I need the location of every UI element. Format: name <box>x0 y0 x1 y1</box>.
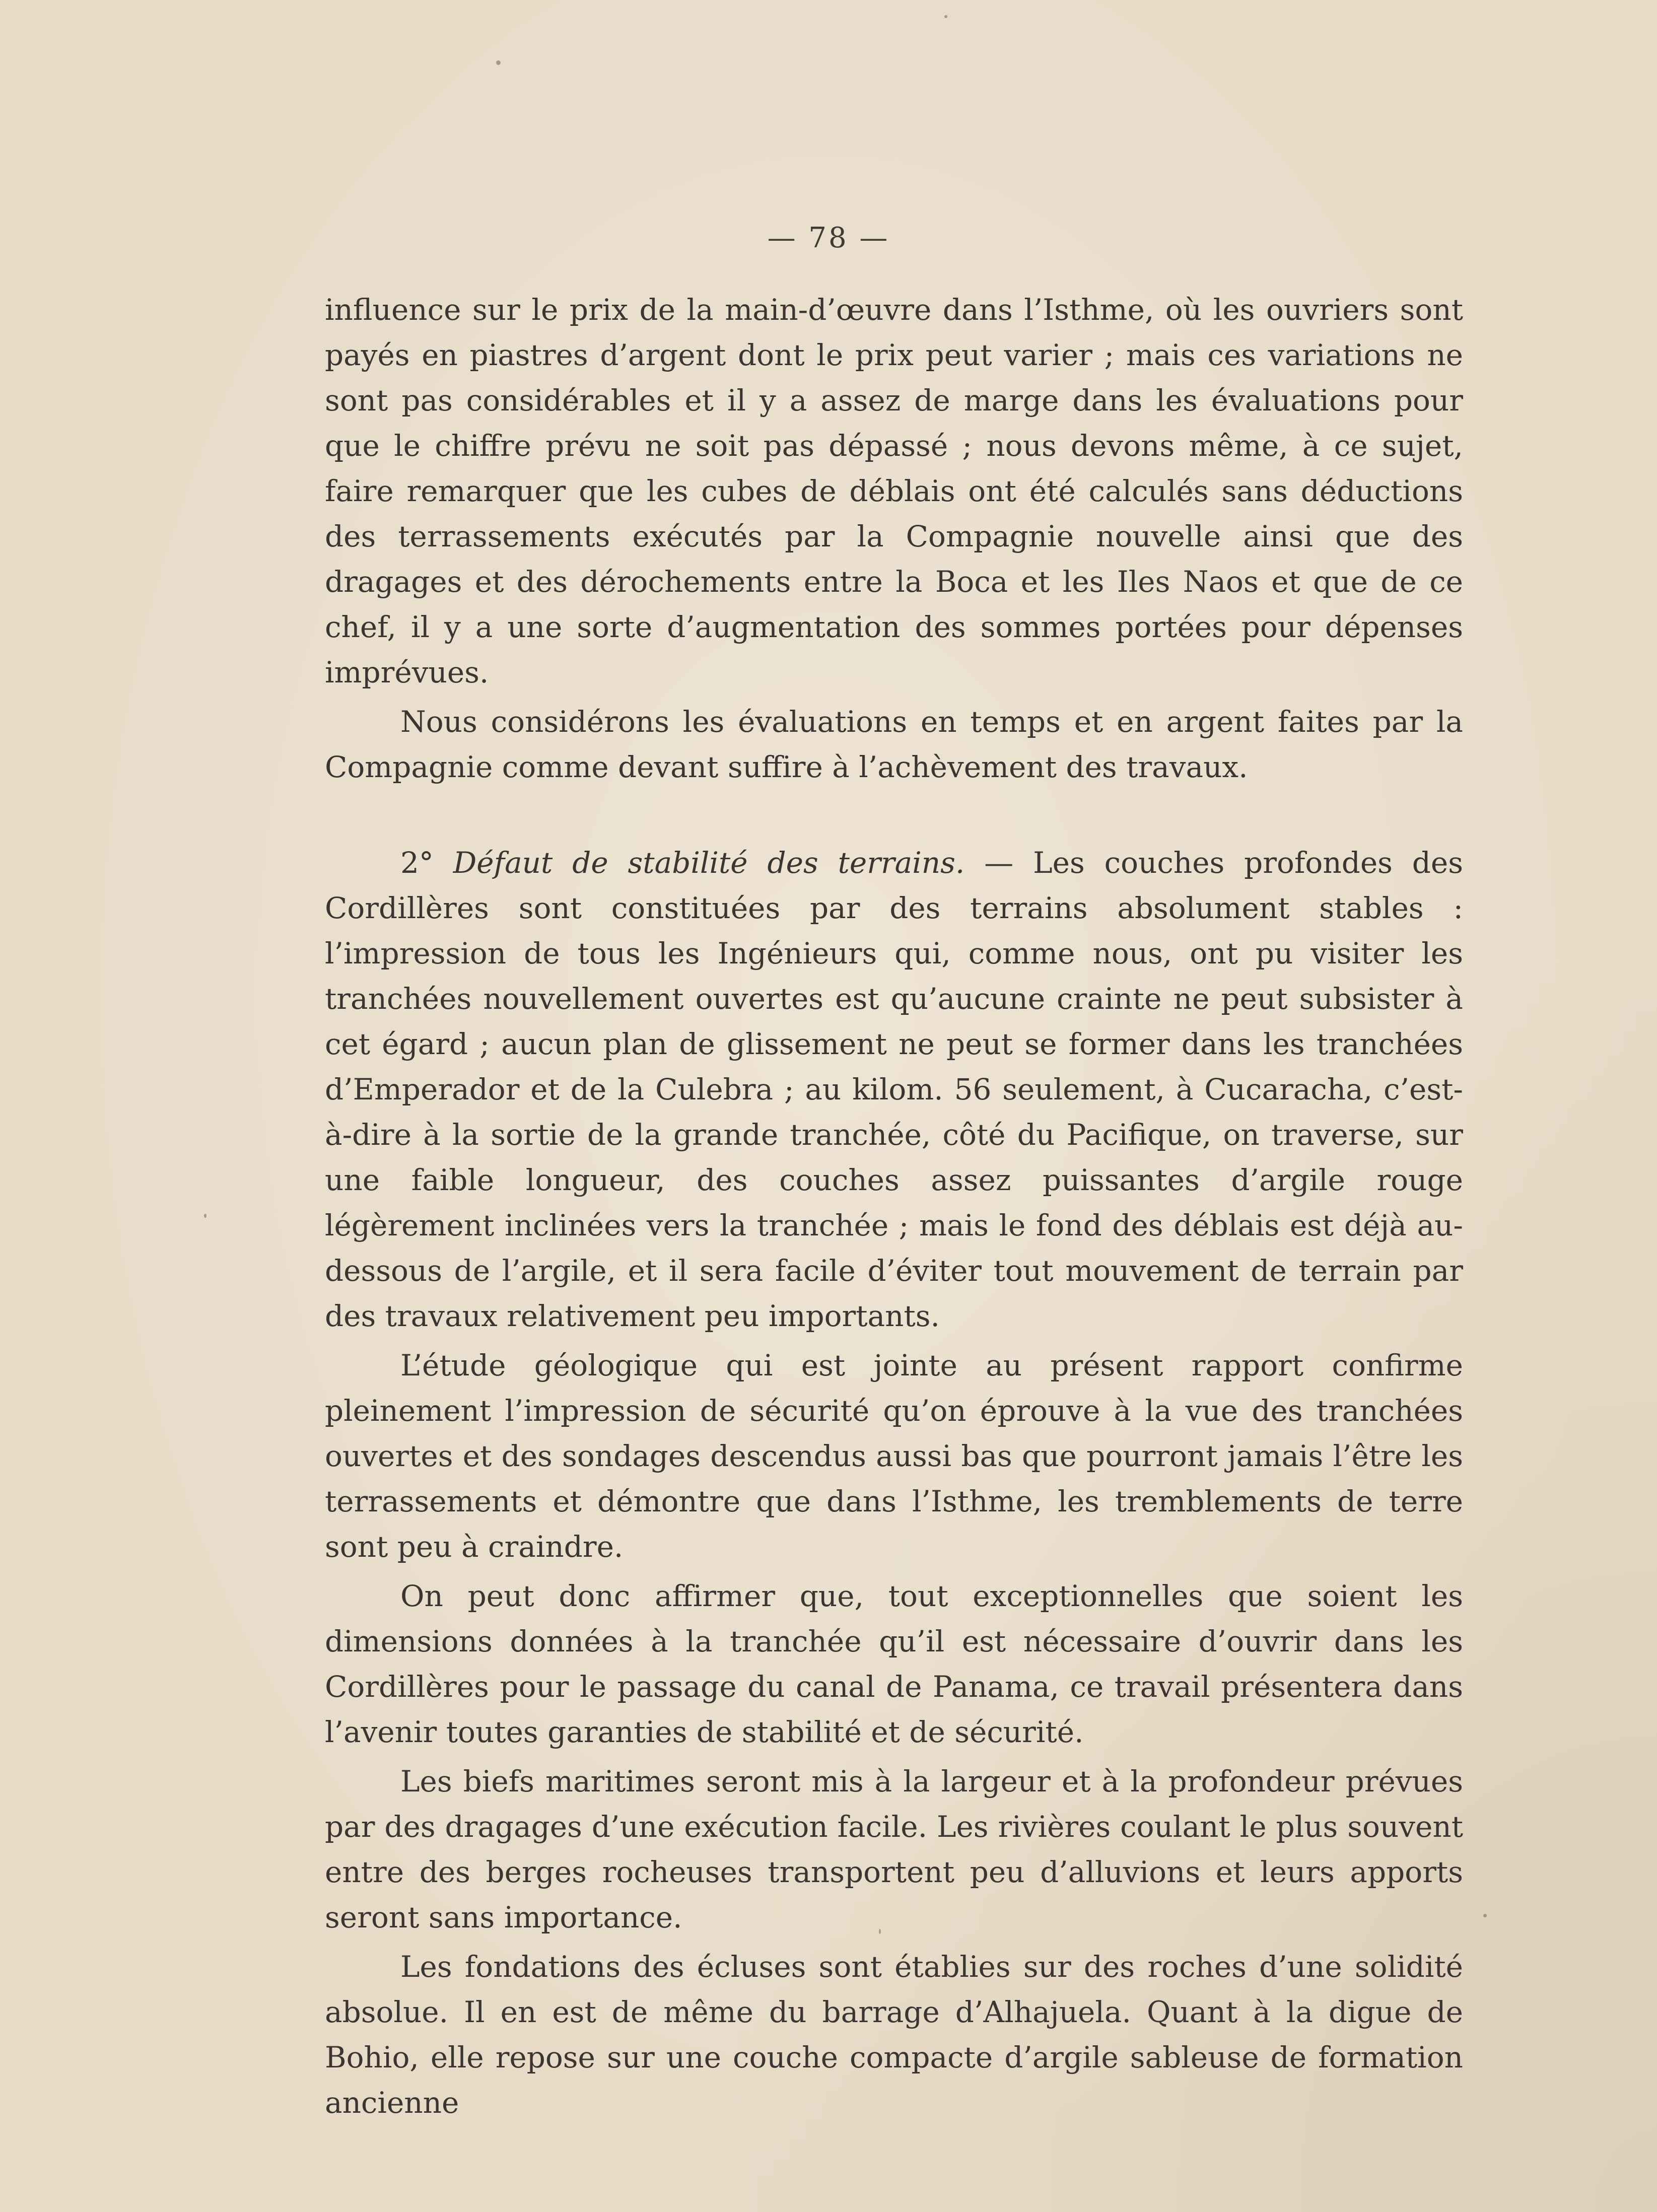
paragraph-section-stability <box>325 840 1463 1339</box>
section-title: Défaut de stabilité des terrains. <box>453 846 965 880</box>
paper-speck <box>204 1214 206 1218</box>
paragraph-continuation: influence sur le prix de la main-d’œuvre dans l’Isthme, où les ouvriers sont payés en piastres d’argent dont le prix peut varier ; mais ces variations ne sont pas considérables et il y a assez de marge dans les évaluations pour que le chiffre prévu ne soit pas dépassé ; nous devons même, à ce sujet, faire remarquer que les cubes de déblais ont été calculés sans déductions des terrassements exécutés par la Compagnie nouvelle ainsi que des dragages et des dérochements entre la Boca et les Iles Naos et que de ce chef, il y a une sorte d’augmentation des sommes portées pour dépenses imprévues. <box>325 293 1463 689</box>
paragraph-biefs: Les biefs maritimes seront mis à la largeur et à la profondeur prévues par des dragages d’une exécution facile. Les rivières coulant le plus souvent entre des berges rocheuses transportent peu d’alluvions et leurs apports seront sans importance. <box>325 1764 1463 1934</box>
section-body: — Les couches profondes des Cordillères sont constituées par des terrains absolument stables : l’impression de tous les Ingénieurs qui, comme nous, ont pu visiter les tranchées nouvellement ouvertes est qu’aucune crainte ne peut subsister à cet égard ; aucun plan de glissement ne peut se former dans les tranchées d’Emperador et de la Culebra ; au kilom. 56 seulement, à Cucaracha, c’est-à-dire à la sortie de la grande tranchée, côté du Pacifique, on traverse, sur une faible longueur, des couches assez puissantes d’argile rouge légèrement inclinées vers la tranchée ; mais le fond des déblais est déjà au-dessous de l’argile, et il sera facile d’éviter tout mouvement de terrain par des travaux relativement peu importants. <box>325 846 1464 1333</box>
paragraph-fondations: Les fondations des écluses sont établies sur des roches d’une solidité absolue. Il en est de même du barrage d’Alhajuela. Quant à la digue de Bohio, elle repose sur une couche compacte d’argile sableuse de formation ancienne <box>325 1950 1463 2120</box>
paragraph-affirmation: On peut donc affirmer que, tout exceptionnelles que soient les dimensions données à la tranchée qu’il est nécessaire d’ouvrir dans les Cordillères pour le passage du canal de Panama, ce travail présentera dans l’avenir toutes garanties de stabilité et de sécurité. <box>325 1579 1463 1749</box>
paper-speck <box>496 60 501 65</box>
paper-speck <box>944 15 947 18</box>
paper-speck <box>1483 1914 1487 1917</box>
paragraph-evaluations: Nous considérons les évaluations en temps et en argent faites par la Compagnie comme devant suffire à l’achèvement des travaux. <box>325 705 1463 784</box>
paper-speck <box>879 1929 881 1934</box>
paragraph-geology: L’étude géologique qui est jointe au présent rapport confirme pleinement l’impression de sécurité qu’on éprouve à la vue des tranchées ouvertes et des sondages descendus aussi bas que pourront jamais l’être les terrassements et démontre que dans l’Isthme, les tremblements de terre sont peu à craindre. <box>325 1348 1463 1564</box>
paragraph-gap <box>325 695 1463 699</box>
paragraph-gap <box>325 1940 1463 1944</box>
section-number: 2° <box>400 846 434 880</box>
body-text <box>325 287 1463 2125</box>
paragraph-gap <box>325 1569 1463 1573</box>
paragraph-gap <box>325 1339 1463 1343</box>
section-gap <box>325 790 1463 840</box>
page-number: — 78 — <box>767 222 890 254</box>
paragraph-gap <box>325 1755 1463 1759</box>
